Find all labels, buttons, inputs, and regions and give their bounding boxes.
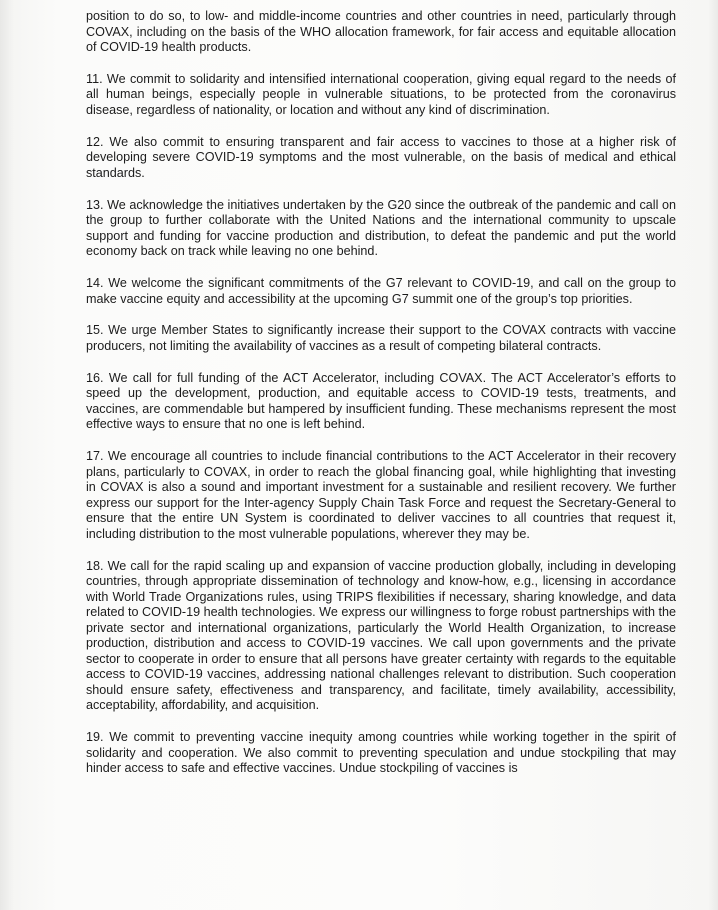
paragraph-14: 14. We welcome the significant commitments of the G7 relevant to COVID-19, and call on the group to make vaccine equity and accessibility at the upcoming G7 summit one of the group’s top priorities. xyxy=(86,276,676,306)
paragraph-11: 11. We commit to solidarity and intensified international cooperation, giving equal regard to the needs of all human beings, especially people in vulnerable situations, to be protected from the coronavirus disease, regardless of nationality, or location and without any kind of discrimination. xyxy=(86,71,676,117)
paragraph-13: 13. We acknowledge the initiatives undertaken by the G20 since the outbreak of the pandemic and call on the group to further collaborate with the United Nations and the international community to upscale support and funding for vaccine production and distribution, to defeat the pandemic and put the world economy back on track while leaving no one behind. xyxy=(86,197,676,259)
paragraph-12: 12. We also commit to ensuring transparent and fair access to vaccines to those at a higher risk of developing severe COVID-19 symptoms and the most vulnerable, on the basis of medical and ethical standards. xyxy=(86,134,676,180)
paragraph-10-continued: position to do so, to low- and middle-income countries and other countries in need, particularly through COVAX, including on the basis of the WHO allocation framework, for fair access and equitable allocation of COVID-19 health products. xyxy=(86,9,676,54)
paragraph-17: 17. We encourage all countries to include financial contributions to the ACT Accelerator in their recovery plans, particularly to COVAX, in order to reach the global financing goal, while highlighting that investing in COVAX is also a sound and important investment for a sustainable and resilient recovery. We further express our support for the Inter-agency Supply Chain Task Force and request the Secretary-General to ensure that the entire UN System is coordinated to deliver vaccines to all countries that request it, including distribution to the most vulnerable populations, wherever they may be. xyxy=(86,449,676,541)
paragraph-16: 16. We call for full funding of the ACT Accelerator, including COVAX. The ACT Accelerator’s efforts to speed up the development, production, and equitable access to COVID-19 tests, treatments, and vaccines, are commendable but hampered by insufficient funding. These mechanisms represent the most effective ways to ensure that no one is left behind. xyxy=(86,370,676,432)
page-edge-shadow-right xyxy=(708,0,718,910)
paragraph-15: 15. We urge Member States to significantly increase their support to the COVAX contracts with vaccine producers, not limiting the availability of vaccines as a result of competing bilateral contracts. xyxy=(86,323,676,353)
paragraph-18: 18. We call for the rapid scaling up and expansion of vaccine production globally, including in developing countries, through appropriate dissemination of technology and know-how, e.g., licensing in accordance with World Trade Organizations rules, using TRIPS flexibilities if necessary, sharing knowledge, and data related to COVID-19 health technologies. We express our willingness to forge robust partnerships with the private sector and international organizations, particularly the World Health Organization, to increase production, distribution and access to COVID-19 vaccines. We call upon governments and the private sector to cooperate in order to ensure that all persons have greater certainty with regards to the equitable access to COVID-19 vaccines, addressing national challenges relevant to distribution. Such cooperation should ensure safety, effectiveness and transparency, and facilitate, timely availability, accessibility, acceptability, affordability, and acquisition. xyxy=(86,558,676,713)
paragraph-19: 19. We commit to preventing vaccine inequity among countries while working together in the spirit of solidarity and cooperation. We also commit to preventing speculation and undue stockpiling that may hinder access to safe and effective vaccines. Undue stockpiling of vaccines is xyxy=(86,730,676,776)
page-edge-shadow-left xyxy=(0,0,14,910)
document-body xyxy=(86,9,676,777)
